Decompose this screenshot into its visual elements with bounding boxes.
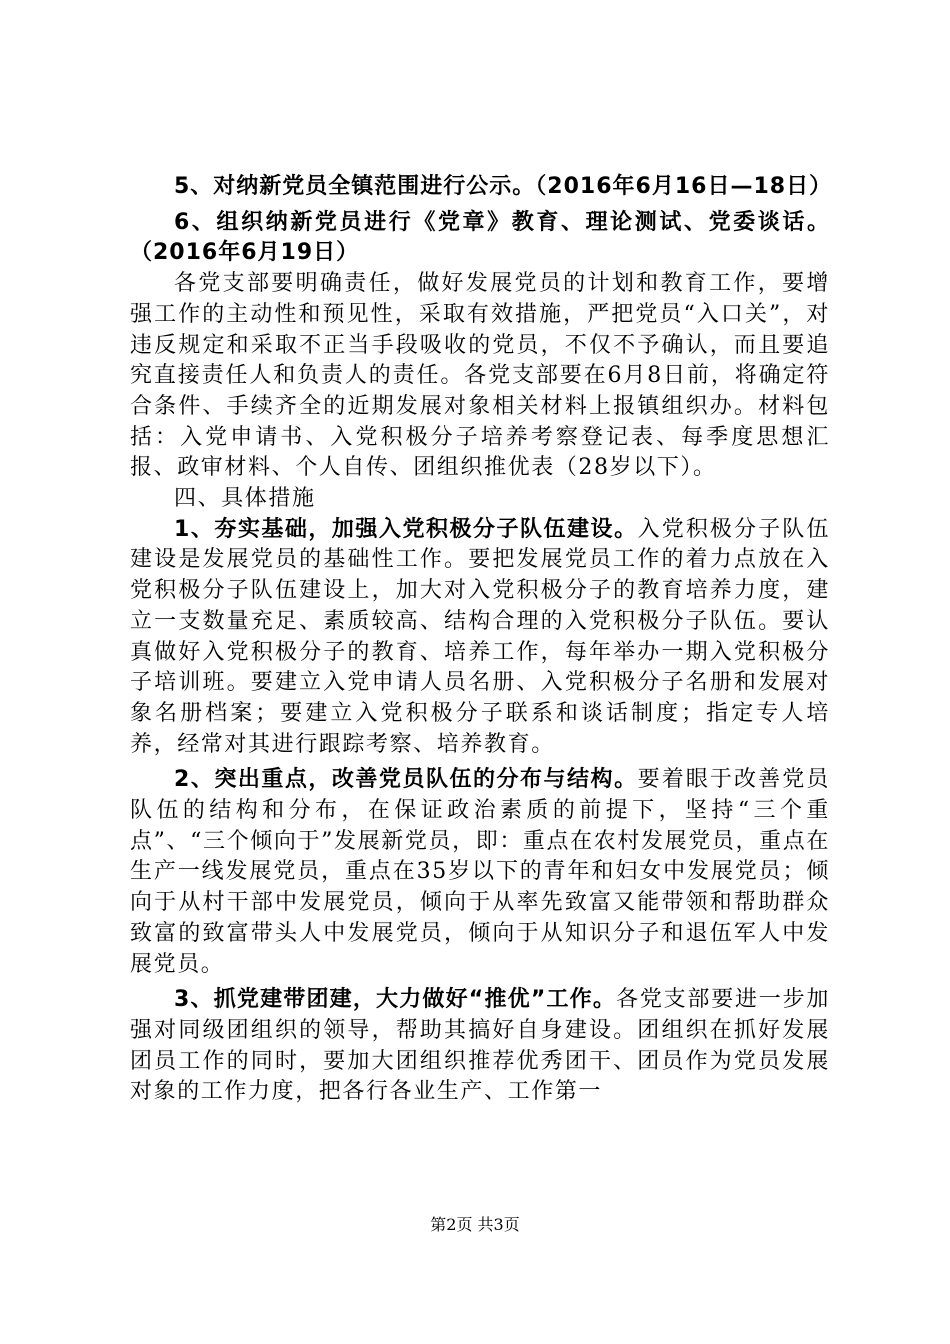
paragraph-measure-1 [130,515,830,761]
paragraph-lead: 1、夯实基础，加强入党积极分子队伍建设。 [174,516,638,542]
paragraph-item-5: 5、对纳新党员全镇范围进行公示。（2016年6月16日—18日） [174,174,833,199]
paragraph-lead: 3、抓党建带团建，大力做好“推优”工作。 [174,987,617,1013]
paragraph-measure-2 [130,765,830,980]
page-footer: 第2页 共3页 [430,1215,520,1234]
document-body [130,172,833,1108]
paragraph-responsibility: 各党支部要明确责任，做好发展党员的计划和教育工作，要增强工作的主动性和预见性，采取有效措施，严把党员“入口关”，对违反规定和采取不正当手段吸收的党员，不仅不予确认，而且要追究直接责任人和负责人的责任。各党支部要在6月8日前，将确定符合条件、手续齐全的近期发展对象相关材料上报镇组织办。材料包括：入党申请书、入党积极分子培养考察登记表、每季度思想汇报、政审材料、个人自传、团组织推优表（28岁以下）。 [130,271,830,481]
paragraph-text: 各党支部要进一步加强对同级团组织的领导，帮助其搞好自身建设。团组织在抓好发展团员工作的同时，要加大团组织推荐优秀团干、团员作为党员发展对象的工作力度，把各行各业生产、工作第一 [130,987,830,1105]
paragraph-text: 要着眼于改善党员队伍的结构和分布，在保证政治素质的前提下，坚持“三个重点”、“三个倾向于”发展新党员，即：重点在农村发展党员，重点在生产一线发展党员，重点在35岁以下的青年和妇女中发展党员；倾向于从村干部中发展党员，倾向于从率先致富又能带领和帮助群众致富的致富带头人中发展党员，倾向于从知识分子和退伍军人中发展党员。 [130,767,830,977]
paragraph-lead: 2、突出重点，改善党员队伍的分布与结构。 [174,767,638,793]
section-heading: 四、具体措施 [174,486,316,512]
paragraph-item-6: 6、组织纳新党员进行《党章》教育、理论测试、党委谈话。（2016年6月19日） [130,209,830,266]
paragraph-measure-3 [130,985,830,1108]
paragraph-text: 入党积极分子队伍建设是发展党员的基础性工作。要把发展党员工作的着力点放在入党积极分子队伍建设上，加大对入党积极分子的教育培养力度，建立一支数量充足、素质较高、结构合理的入党积极分子队伍。要认真做好入党积极分子的教育、培养工作，每年举办一期入党积极分子培训班。要建立入党申请人员名册、入党积极分子名册和发展对象名册档案；要建立入党积极分子联系和谈话制度；指定专人培养，经常对其进行跟踪考察、培养教育。 [130,516,830,757]
